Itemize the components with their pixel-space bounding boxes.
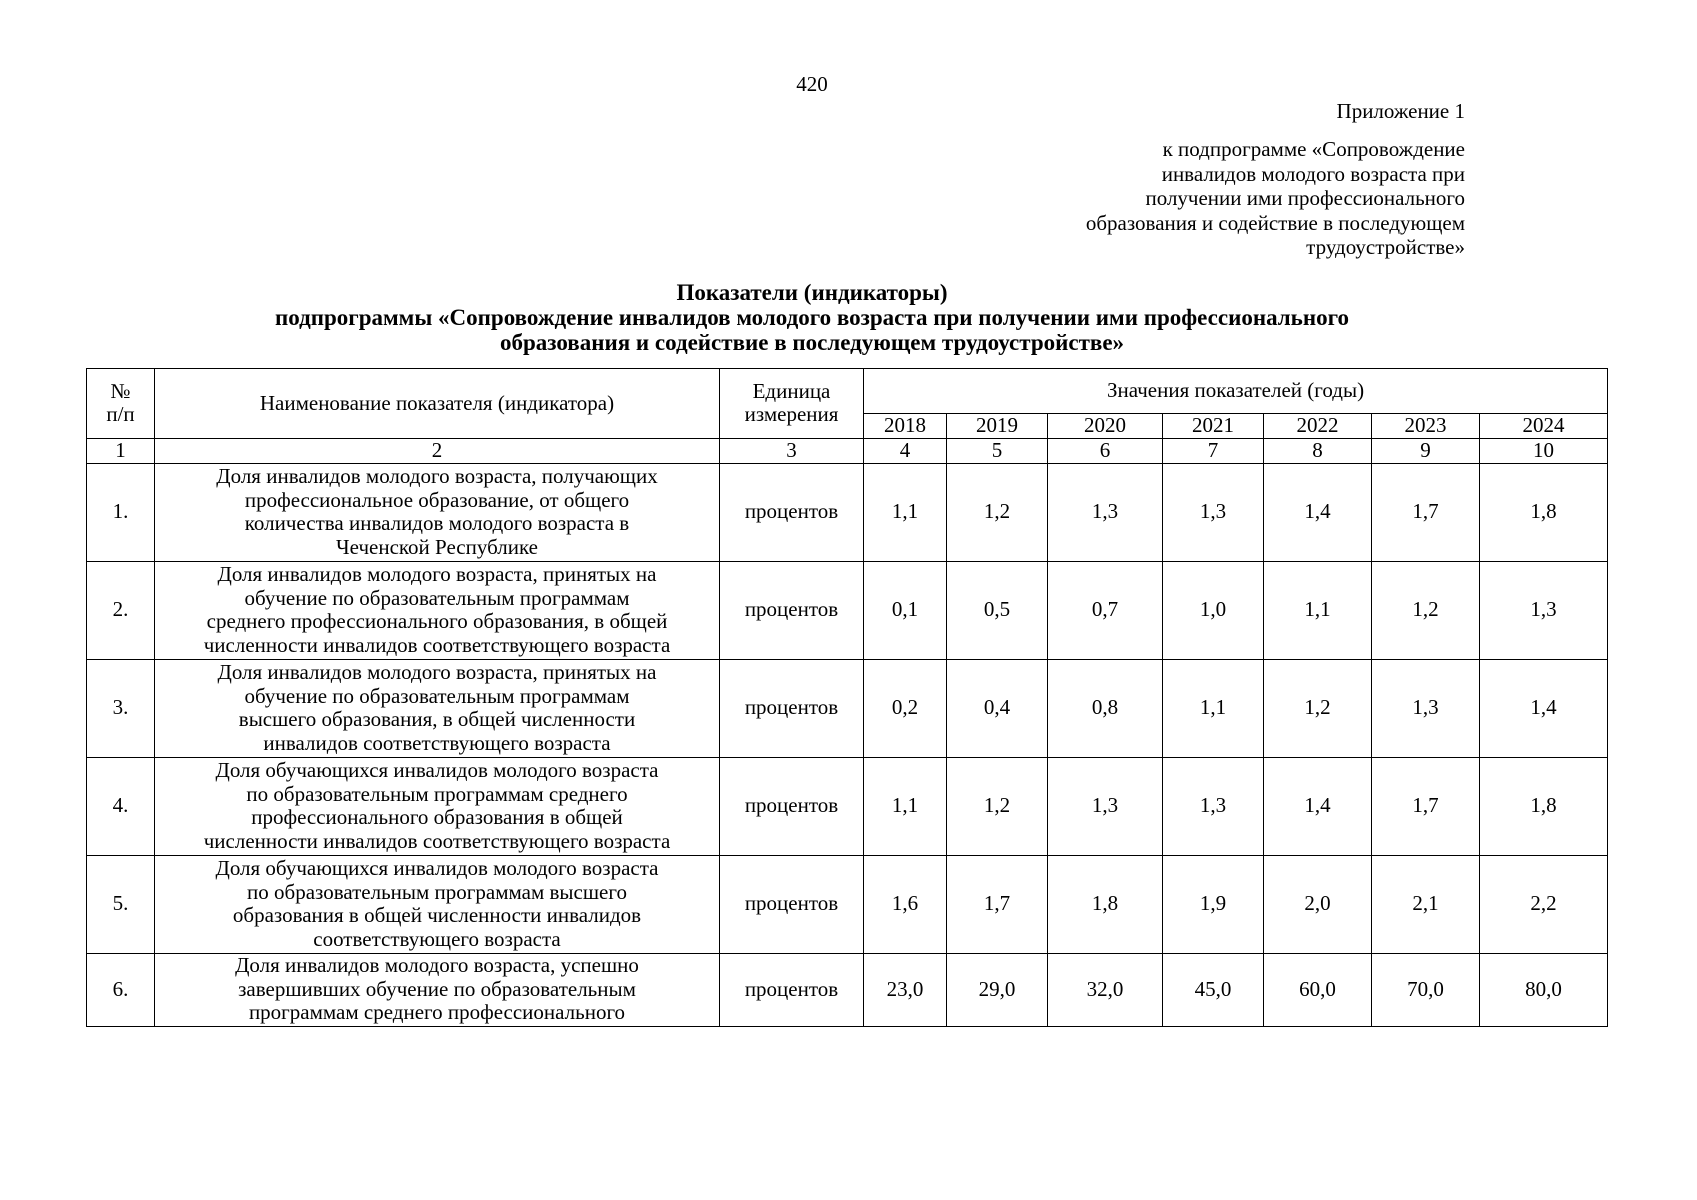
header-year: 2018 [864, 414, 947, 439]
header-year: 2021 [1163, 414, 1264, 439]
row-name [155, 463, 720, 561]
row-num: 1. [87, 463, 155, 561]
table-row [87, 561, 1608, 659]
table-row [87, 757, 1608, 855]
row-value: 1,6 [864, 855, 947, 953]
row-name [155, 757, 720, 855]
header-unit [720, 369, 864, 439]
row-name-line: среднего профессионального образования, в общей [206, 609, 668, 633]
row-name-line: завершивших обучение по образовательным [238, 976, 636, 1001]
appendix-description-line: к подпрограмме «Сопровождение [1162, 137, 1465, 161]
row-value: 0,2 [864, 659, 947, 757]
row-num: 6. [87, 953, 155, 1026]
header-year: 2019 [947, 414, 1048, 439]
header-name: Наименование показателя (индикатора) [155, 369, 720, 439]
row-name [155, 659, 720, 757]
row-value: 1,2 [1372, 561, 1480, 659]
table-row [87, 463, 1608, 561]
row-num: 3. [87, 659, 155, 757]
column-index: 2 [155, 438, 720, 463]
column-index-row [87, 438, 1608, 463]
row-name-line: количества инвалидов молодого возраста в [244, 511, 630, 535]
row-value: 1,0 [1163, 561, 1264, 659]
row-name-line: программам среднего профессионального [248, 1000, 626, 1025]
row-name-line: Доля обучающихся инвалидов молодого возраста [215, 758, 659, 782]
row-name [155, 953, 720, 1026]
column-index: 4 [864, 438, 947, 463]
row-value: 1,4 [1264, 757, 1372, 855]
row-name [155, 855, 720, 953]
header-year: 2023 [1372, 414, 1480, 439]
row-num: 2. [87, 561, 155, 659]
row-value: 1,1 [864, 463, 947, 561]
row-name-line: инвалидов соответствующего возраста [263, 730, 611, 755]
row-value: 1,3 [1480, 561, 1608, 659]
row-num: 5. [87, 855, 155, 953]
column-index: 1 [87, 438, 155, 463]
row-name-line: Доля инвалидов молодого возраста, успешно [235, 953, 639, 978]
page-number: 420 [796, 72, 828, 96]
table-row [87, 953, 1608, 1026]
header-num [87, 369, 155, 439]
row-value: 1,1 [864, 757, 947, 855]
row-name-line: численности инвалидов соответствующего возраста [203, 632, 671, 657]
row-value: 1,9 [1163, 855, 1264, 953]
header-unit-label: Единица измерения [744, 378, 839, 427]
row-value: 1,2 [1264, 659, 1372, 757]
appendix-label: Приложение 1 [1336, 99, 1465, 123]
row-name-line: по образовательным программам высшего [247, 879, 627, 904]
column-index: 7 [1163, 438, 1264, 463]
title-line: Показатели (индикаторы) [676, 280, 948, 305]
row-value: 1,7 [947, 855, 1048, 953]
row-name-line: обучение по образовательным программам [244, 683, 630, 708]
title-line: подпрограммы «Сопровождение инвалидов молодого возраста при получении ими профессионального [275, 305, 1349, 330]
row-value: 1,4 [1480, 659, 1608, 757]
row-unit: процентов [720, 757, 864, 855]
row-value: 1,3 [1048, 463, 1163, 561]
column-index: 5 [947, 438, 1048, 463]
row-name-line: Доля инвалидов молодого возраста, принятых на [217, 660, 657, 684]
row-name-line: профессиональное образование, от общего [244, 487, 630, 512]
column-index: 10 [1480, 438, 1608, 463]
row-value: 1,8 [1480, 757, 1608, 855]
header-values-group: Значения показателей (годы) [864, 369, 1608, 414]
row-value: 60,0 [1264, 953, 1372, 1026]
column-index: 8 [1264, 438, 1372, 463]
row-name-line: Доля инвалидов молодого возраста, получающих [216, 464, 658, 488]
row-value: 70,0 [1372, 953, 1480, 1026]
table-row [87, 855, 1608, 953]
header-num-label: № п/п [106, 378, 135, 427]
appendix-description-line: образования и содействие в последующем [1085, 210, 1465, 235]
row-name-line: высшего образования, в общей численности [238, 707, 636, 731]
row-value: 2,0 [1264, 855, 1372, 953]
appendix-description [945, 137, 1465, 260]
row-value: 1,2 [947, 463, 1048, 561]
row-unit: процентов [720, 855, 864, 953]
row-unit: процентов [720, 561, 864, 659]
table-row [87, 659, 1608, 757]
row-value: 0,1 [864, 561, 947, 659]
column-index: 9 [1372, 438, 1480, 463]
row-value: 23,0 [864, 953, 947, 1026]
row-value: 1,3 [1163, 757, 1264, 855]
row-value: 45,0 [1163, 953, 1264, 1026]
title-line: образования и содействие в последующем трудоустройстве» [499, 330, 1125, 355]
row-value: 2,2 [1480, 855, 1608, 953]
row-value: 1,2 [947, 757, 1048, 855]
row-name-line: обучение по образовательным программам [244, 585, 630, 610]
row-value: 80,0 [1480, 953, 1608, 1026]
row-value: 2,1 [1372, 855, 1480, 953]
row-value: 1,8 [1048, 855, 1163, 953]
row-name-line: Доля инвалидов молодого возраста, принятых на [217, 562, 657, 586]
row-unit: процентов [720, 953, 864, 1026]
row-value: 1,3 [1372, 659, 1480, 757]
row-value: 1,1 [1264, 561, 1372, 659]
header-row [87, 369, 1608, 414]
row-num: 4. [87, 757, 155, 855]
row-value: 1,4 [1264, 463, 1372, 561]
row-unit: процентов [720, 659, 864, 757]
column-index: 6 [1048, 438, 1163, 463]
appendix-description-line: инвалидов молодого возраста при [1161, 161, 1465, 186]
row-name-line: образования в общей численности инвалидов [232, 903, 642, 927]
row-value: 1,3 [1048, 757, 1163, 855]
row-name [155, 561, 720, 659]
row-value: 1,3 [1163, 463, 1264, 561]
row-value: 1,7 [1372, 463, 1480, 561]
row-name-line: Чеченской Республике [336, 534, 538, 559]
document-title [86, 280, 1538, 355]
appendix-description-line: получении ими профессионального [1145, 186, 1465, 210]
row-value: 0,5 [947, 561, 1048, 659]
row-name-line: по образовательным программам среднего [246, 781, 628, 806]
row-value: 0,8 [1048, 659, 1163, 757]
row-value: 32,0 [1048, 953, 1163, 1026]
header-year: 2024 [1480, 414, 1608, 439]
row-value: 0,7 [1048, 561, 1163, 659]
row-value: 29,0 [947, 953, 1048, 1026]
row-value: 1,8 [1480, 463, 1608, 561]
row-name-line: соответствующего возраста [313, 926, 561, 951]
column-index: 3 [720, 438, 864, 463]
row-name-line: Доля обучающихся инвалидов молодого возраста [215, 856, 659, 880]
row-unit: процентов [720, 463, 864, 561]
header-year: 2020 [1048, 414, 1163, 439]
header-year: 2022 [1264, 414, 1372, 439]
row-name-line: численности инвалидов соответствующего возраста [203, 828, 671, 853]
indicators-table [86, 368, 1608, 1027]
row-value: 1,7 [1372, 757, 1480, 855]
row-value: 1,1 [1163, 659, 1264, 757]
appendix-description-line: трудоустройстве» [1306, 235, 1465, 259]
row-value: 0,4 [947, 659, 1048, 757]
row-name-line: профессионального образования в общей [251, 805, 623, 829]
